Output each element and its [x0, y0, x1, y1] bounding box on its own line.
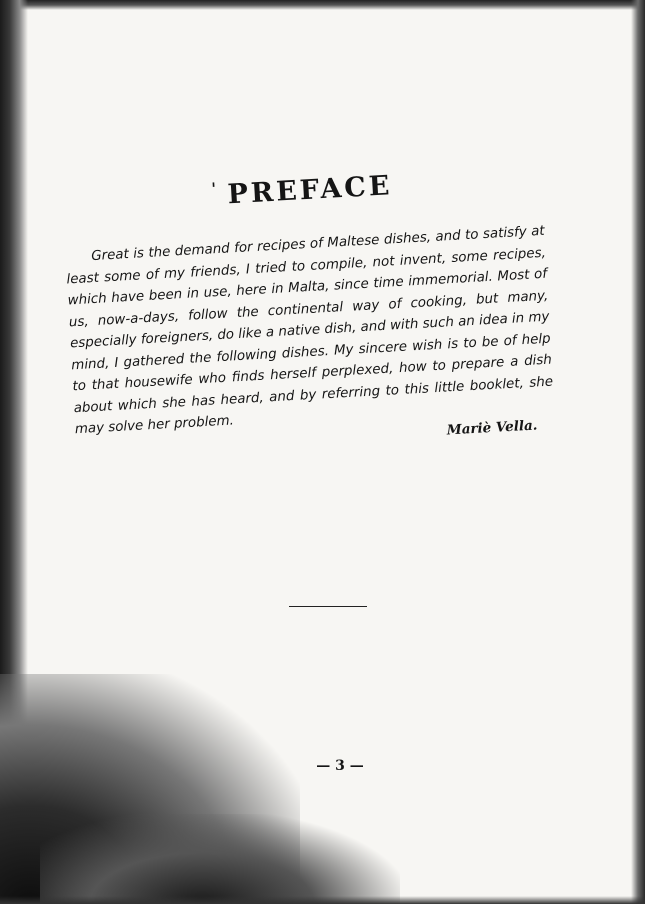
page-right-edge: [631, 0, 645, 904]
ink-stain-bottom: [40, 814, 400, 904]
page-top-shadow: [0, 0, 645, 10]
page-title: [61, 162, 542, 220]
preface-paragraph: Great is the demand for recipes of Maltese dishes, and to satisfy at least some of my friends, I tried to compile, not invent, some recipes, which have been in use, here in Malta, since time immemorial. Most of us, now-a-days, follow the continental way of cooking, but many, especially foreigners, do like a native dish, and with such an idea in my mind, I gathered the following dishes. My sincere wish is to be of help to that housewife who finds herself perplexed, how to prepare a dish about which she has heard, and by referring to this little booklet, she may solve her problem.: [66, 223, 554, 438]
title-mark: ˈ: [210, 179, 220, 202]
divider-rule: [289, 606, 367, 607]
author-signature: Mariè Vella.: [446, 416, 538, 439]
preface-block: [61, 162, 555, 459]
page-number: — 3 —: [316, 758, 364, 774]
title-text: PREFACE: [226, 170, 394, 211]
page-bottom-edge: [0, 896, 645, 904]
